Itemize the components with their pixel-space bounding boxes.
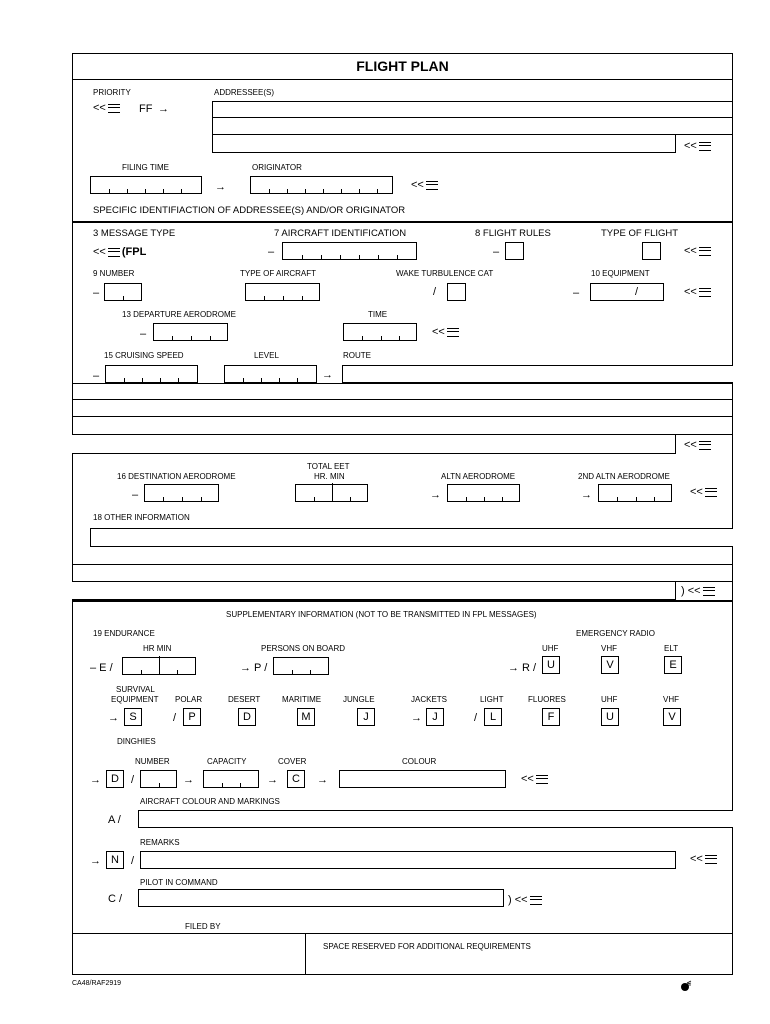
c-prefix: C / <box>108 893 123 905</box>
endurance-field[interactable] <box>122 657 196 675</box>
equals-icon <box>703 587 715 596</box>
altn2-arrow: → <box>581 489 592 501</box>
persons-label: PERSONS ON BOARD <box>261 644 346 653</box>
dinghy-end-marker: << <box>521 773 548 785</box>
desert-d-box[interactable]: D <box>238 708 256 726</box>
message-type-value: (FPL <box>121 246 147 258</box>
remarks-arrow: → <box>90 855 101 867</box>
level-field[interactable] <box>224 365 317 383</box>
supplementary-title: SUPPLEMENTARY INFORMATION (NOT TO BE TRANSMITTED IN FPL MESSAGES) <box>226 610 537 619</box>
p-prefix: → P / <box>240 662 268 674</box>
cruising-speed-label: 15 CRUISING SPEED <box>104 351 184 360</box>
destination-label: 16 DESTINATION AERODROME <box>117 472 236 481</box>
pilot-field[interactable] <box>138 889 504 907</box>
route-last-field[interactable] <box>72 435 676 454</box>
destination-dash: – <box>132 489 139 501</box>
speed-dash: – <box>93 370 100 382</box>
polar-p-box[interactable]: P <box>183 708 201 726</box>
time-field[interactable] <box>343 323 417 341</box>
emergency-radio-label: EMERGENCY RADIO <box>576 629 655 638</box>
endurance-label: 19 ENDURANCE <box>93 629 155 638</box>
r-prefix: → R / <box>508 662 537 674</box>
altn2-label: 2ND ALTN AERODROME <box>578 472 670 481</box>
vhf2-label: VHF <box>663 695 679 704</box>
survival-label: SURVIVAL <box>116 685 155 694</box>
wake-turbulence-label: WAKE TURBULENCE CAT <box>396 269 494 278</box>
jackets-label: JACKETS <box>411 695 448 704</box>
priority-label: PRIORITY <box>93 88 131 97</box>
priority-marker: << <box>93 102 120 114</box>
uhf-label: UHF <box>542 644 559 653</box>
fluores-label: FLUORES <box>528 695 566 704</box>
ff-arrow: → <box>158 103 169 115</box>
dinghy-arrow: → <box>90 774 101 786</box>
originator-end-marker: << <box>411 179 438 191</box>
altn2-end-marker: << <box>690 486 717 498</box>
desert-label: DESERT <box>228 695 261 704</box>
space-reserved-label: SPACE RESERVED FOR ADDITIONAL REQUIREMENTS <box>323 942 531 951</box>
originator-label: ORIGINATOR <box>252 163 302 172</box>
maritime-label: MARITIME <box>282 695 322 704</box>
filed-by-field[interactable] <box>73 934 305 974</box>
form-title: FLIGHT PLAN <box>356 58 449 74</box>
flight-rules-dash: – <box>493 246 500 258</box>
number-field[interactable] <box>104 283 142 301</box>
dinghy-colour-field[interactable] <box>339 770 506 788</box>
uhf-box[interactable]: U <box>542 656 560 674</box>
eet-hr-min-label: HR. MIN <box>314 472 345 481</box>
remarks-field[interactable] <box>140 851 676 869</box>
altn-field[interactable] <box>447 484 520 502</box>
equals-icon <box>699 247 711 256</box>
jungle-j-box[interactable]: J <box>357 708 375 726</box>
equals-icon <box>699 441 711 450</box>
other-info-label: 18 OTHER INFORMATION <box>93 513 190 522</box>
route-field[interactable] <box>342 365 733 383</box>
addressee-line-1 <box>212 101 733 102</box>
aircraft-colour-label: AIRCRAFT COLOUR AND MARKINGS <box>140 797 280 806</box>
survival-s-box[interactable]: S <box>124 708 142 726</box>
equals-icon <box>699 288 711 297</box>
filed-by-separator <box>305 933 306 975</box>
a-prefix: A / <box>108 814 121 826</box>
altn-arrow: → <box>430 489 441 501</box>
departure-dash: – <box>140 328 147 340</box>
dinghy-c-box[interactable]: C <box>287 770 305 788</box>
equals-icon <box>447 328 459 337</box>
equals-icon <box>108 104 120 113</box>
wake-slash: / <box>433 286 437 298</box>
message-type-marker: << (FPL <box>93 246 147 258</box>
route-line-1 <box>72 383 733 384</box>
departure-label: 13 DEPARTURE AERODROME <box>122 310 236 319</box>
fluores-f-box[interactable]: F <box>542 708 560 726</box>
dinghy-number-label: NUMBER <box>135 757 170 766</box>
flight-rules-label: 8 FLIGHT RULES <box>475 228 551 239</box>
dinghy-slash: / <box>131 774 135 786</box>
addressee-end-marker: << <box>684 140 711 152</box>
items-divider <box>72 600 733 602</box>
light-slash: / <box>474 712 478 724</box>
header-divider <box>72 221 733 223</box>
filed-by-label: FILED BY <box>185 922 221 931</box>
type-of-flight-label: TYPE OF FLIGHT <box>601 228 679 239</box>
filing-arrow: → <box>215 181 226 193</box>
type-of-flight-end-marker: << <box>684 245 711 257</box>
dinghy-capacity-label: CAPACITY <box>207 757 247 766</box>
persons-field[interactable] <box>273 657 329 675</box>
maritime-m-box[interactable]: M <box>297 708 315 726</box>
route-line-3 <box>72 416 733 417</box>
other-info-field[interactable] <box>90 528 733 547</box>
dinghies-label: DINGHIES <box>117 737 156 746</box>
jungle-label: JUNGLE <box>343 695 375 704</box>
polar-slash: / <box>173 712 177 724</box>
endurance-hr-min-label: HR MIN <box>143 644 172 653</box>
altn-label: ALTN AERODROME <box>441 472 516 481</box>
equals-icon <box>705 855 717 864</box>
equipment-field[interactable] <box>590 283 664 301</box>
addressee-field[interactable] <box>212 135 676 153</box>
dinghy-number-field[interactable] <box>140 770 177 788</box>
vhf-box[interactable]: V <box>601 656 619 674</box>
specific-id-label: SPECIFIC IDENTIFIACTION OF ADDRESSEE(S) AND/OR ORIGINATOR <box>93 205 406 216</box>
departure-field[interactable] <box>153 323 228 341</box>
equals-icon <box>108 248 120 257</box>
number-dash: – <box>93 287 100 299</box>
elt-box[interactable]: E <box>664 656 682 674</box>
light-l-box[interactable]: L <box>484 708 502 726</box>
footer-code: CA48/RAF2919 <box>72 980 122 987</box>
elt-label: ELT <box>664 644 679 653</box>
filing-time-label: FILING TIME <box>122 163 169 172</box>
jackets-arrow: → <box>411 712 422 724</box>
equipment-slash: / <box>635 286 639 298</box>
dinghy-d-box[interactable]: D <box>106 770 124 788</box>
pilot-label: PILOT IN COMMAND <box>140 878 218 887</box>
survival-equipment-label: EQUIPMENT <box>111 695 159 704</box>
route-end-marker: << <box>684 439 711 451</box>
number-label: 9 NUMBER <box>93 269 135 278</box>
title-divider <box>72 79 733 80</box>
originator-field[interactable] <box>250 176 393 194</box>
vhf-label: VHF <box>601 644 617 653</box>
type-of-aircraft-field[interactable] <box>245 283 320 301</box>
equipment-end-marker: << <box>684 286 711 298</box>
dinghy-colour-label: COLOUR <box>402 757 437 766</box>
uhf2-label: UHF <box>601 695 618 704</box>
colour-arrow: → <box>317 774 328 786</box>
polar-label: POLAR <box>175 695 203 704</box>
aircraft-id-label: 7 AIRCRAFT IDENTIFICATION <box>274 228 407 239</box>
ff-code: FF <box>139 103 153 115</box>
total-eet-label: TOTAL EET <box>307 462 350 471</box>
e-prefix: – E / <box>90 662 113 674</box>
equals-icon <box>530 896 542 905</box>
flight-rules-field[interactable] <box>505 242 524 260</box>
remarks-slash: / <box>131 855 135 867</box>
destination-field[interactable] <box>144 484 219 502</box>
type-of-flight-field[interactable] <box>642 242 661 260</box>
aircraft-colour-field[interactable] <box>138 810 733 828</box>
addressee-line-2 <box>212 117 733 118</box>
route-label: ROUTE <box>343 351 371 360</box>
publisher-logo-icon <box>680 979 692 991</box>
equipment-dash: – <box>573 287 580 299</box>
capacity-arrow: → <box>183 774 194 786</box>
jackets-j-box[interactable]: J <box>426 708 444 726</box>
other-line-1 <box>72 564 733 565</box>
cruising-speed-field[interactable] <box>105 365 198 383</box>
dinghy-capacity-field[interactable] <box>203 770 259 788</box>
type-of-aircraft-label: TYPE OF AIRCRAFT <box>240 269 317 278</box>
other-info-last-field[interactable] <box>72 582 676 600</box>
message-type-label: 3 MESSAGE TYPE <box>93 228 176 239</box>
vhf2-v-box[interactable]: V <box>663 708 681 726</box>
equals-icon <box>426 181 438 190</box>
total-eet-field[interactable] <box>295 484 368 502</box>
dinghy-cover-label: COVER <box>278 757 307 766</box>
filing-time-field[interactable] <box>90 176 202 194</box>
route-arrow: → <box>322 369 333 381</box>
addressees-label: ADDRESSEE(S) <box>214 88 275 97</box>
equals-icon <box>699 142 711 151</box>
equipment-label: 10 EQUIPMENT <box>591 269 650 278</box>
uhf2-u-box[interactable]: U <box>601 708 619 726</box>
cover-arrow: → <box>267 774 278 786</box>
remarks-label: REMARKS <box>140 838 180 847</box>
light-label: LIGHT <box>480 695 504 704</box>
time-label: TIME <box>368 310 388 319</box>
survival-arrow: → <box>108 712 119 724</box>
aircraft-id-field[interactable] <box>282 242 417 260</box>
remarks-n-box[interactable]: N <box>106 851 124 869</box>
other-info-end-marker: ) << <box>681 585 715 597</box>
equals-icon <box>705 488 717 497</box>
aircraft-id-dash: – <box>268 246 275 258</box>
altn2-field[interactable] <box>598 484 672 502</box>
departure-end-marker: << <box>432 326 459 338</box>
level-label: LEVEL <box>254 351 279 360</box>
pilot-end-marker: ) << <box>508 894 542 906</box>
equals-icon <box>536 775 548 784</box>
remarks-end-marker: << <box>690 853 717 865</box>
wake-turbulence-field[interactable] <box>447 283 466 301</box>
route-line-2 <box>72 399 733 400</box>
